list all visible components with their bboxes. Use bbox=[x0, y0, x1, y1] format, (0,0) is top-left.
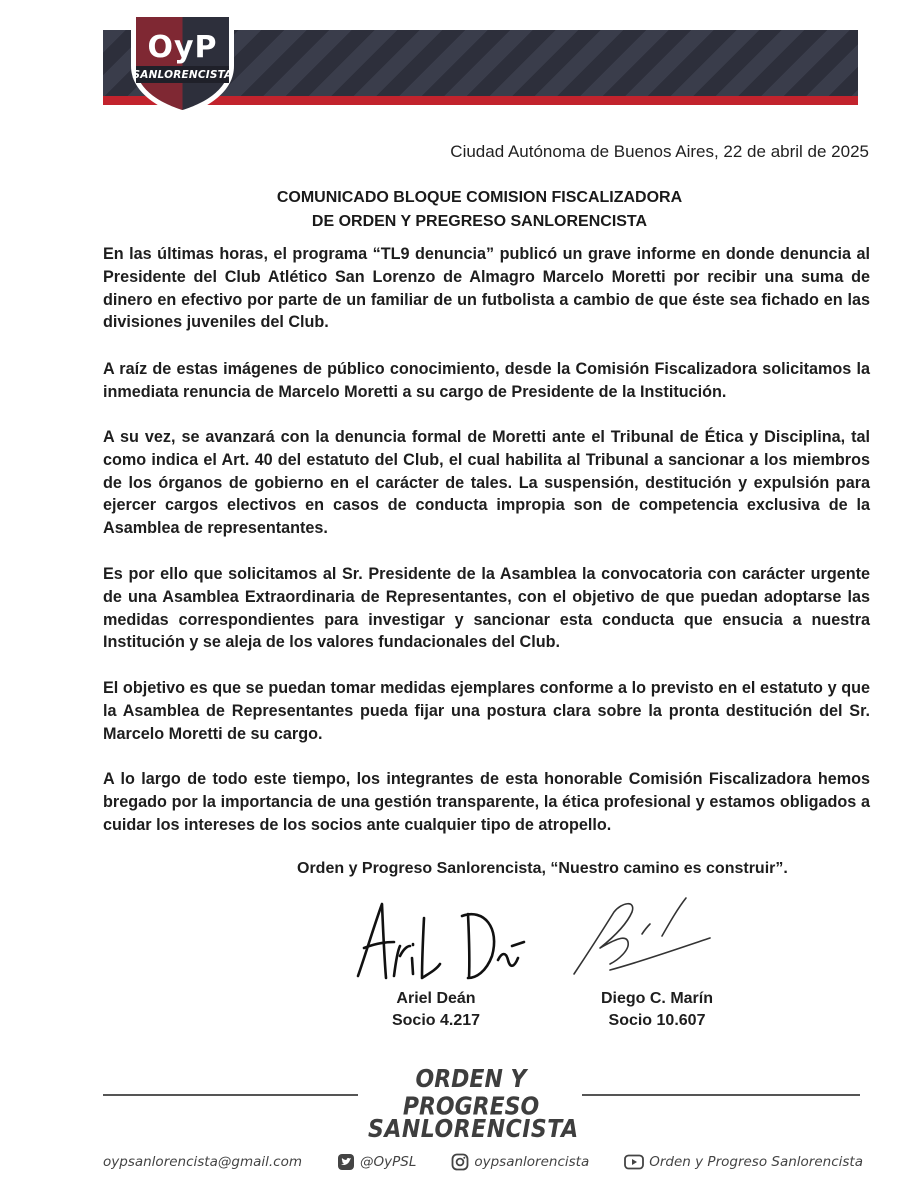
twitter-icon bbox=[337, 1153, 355, 1171]
paragraph-4: Es por ello que solicitamos al Sr. Presidente de la Asamblea la convocatoria con carácter urgente de una Asamblea Extraordinaria de Representantes, con el objetivo de que puedan adoptarse las medidas correspondientes para investigar y sancionar esta conducta que ensucia a nuestra Institución y se aleja de los valores fundacionales del Club. bbox=[103, 565, 870, 652]
signer-1-member: Socio 4.217 bbox=[391, 1012, 481, 1029]
signature-ariel-dean bbox=[352, 898, 532, 983]
paragraph-6: A lo largo de todo este tiempo, los integrantes de esta honorable Comisión Fiscalizadora hemos bregado por la importancia de una gestión transparente, la ética profesional y estamos obligados a cuidar los intereses de los socios ante cualquier tipo de atropello. bbox=[103, 770, 870, 834]
instagram-icon bbox=[451, 1153, 469, 1171]
youtube-channel[interactable]: Orden y Progreso Sanlorencista bbox=[649, 1154, 863, 1170]
contact-twitter[interactable] bbox=[337, 1153, 416, 1171]
closing-line: Orden y Progreso Sanlorencista, “Nuestro camino es construir”. bbox=[297, 860, 788, 877]
twitter-handle[interactable]: @OyPSL bbox=[360, 1154, 417, 1170]
title-line-1: COMUNICADO BLOQUE COMISION FISCALIZADORA bbox=[276, 189, 683, 206]
instagram-handle[interactable]: oypsanlorencista bbox=[474, 1154, 590, 1170]
footer-brand-line-1: ORDEN Y PROGRESO bbox=[402, 1065, 540, 1122]
paragraph-5: El objetivo es que se puedan tomar medidas ejemplares conforme a lo previsto en el estatuto y que la Asamblea de Representantes pueda fijar una postura clara sobre la pronta destitución del Sr. Marcelo Moretti de su cargo. bbox=[103, 679, 870, 743]
signature-diego-marin bbox=[570, 890, 730, 980]
paragraph-1: En las últimas horas, el programa “TL9 denuncia” publicó un grave informe en donde denuncia al Presidente del Club Atlético San Lorenzo de Almagro Marcelo Moretti por recibir una suma de dinero en efectivo por parte de un familiar de un futbolista a cambio de que éste sea fichado en las divisiones juveniles del Club. bbox=[103, 245, 870, 332]
contact-instagram[interactable] bbox=[451, 1153, 589, 1171]
footer-divider-right bbox=[582, 1094, 860, 1096]
footer-contacts bbox=[103, 1153, 863, 1171]
footer-brand bbox=[368, 1065, 579, 1144]
paragraph-3: A su vez, se avanzará con la denuncia formal de Moretti ante el Tribunal de Ética y Disciplina, tal como indica el Art. 40 del estatuto del Club, el cual habilita al Tribunal a sancionar a los miembros de los órganos de gobierno en el carácter de tales. La suspensión, destitución y expulsión para ejercer cargos electivos en casos de conducta impropia son de competencia exclusiva de la Asamblea de representantes. bbox=[103, 428, 870, 538]
signer-2-member: Socio 10.607 bbox=[608, 1012, 706, 1029]
paragraph-2: A raíz de estas imágenes de público conocimiento, desde la Comisión Fiscalizadora solicitamos la inmediata renuncia de Marcelo Moretti a su cargo de Presidente de la Institución. bbox=[103, 360, 870, 401]
signer-2-name: Diego C. Marín bbox=[600, 990, 713, 1007]
logo-text-bottom: SANLORENCISTA bbox=[132, 69, 233, 81]
youtube-icon bbox=[624, 1154, 644, 1170]
title-line-2: DE ORDEN Y PREGRESO SANLORENCISTA bbox=[311, 213, 648, 230]
footer-divider-left bbox=[103, 1094, 358, 1096]
footer-brand-line-2: SANLORENCISTA bbox=[368, 1115, 579, 1144]
document-title bbox=[0, 186, 919, 234]
document-date: Ciudad Autónoma de Buenos Aires, 22 de abril de 2025 bbox=[450, 142, 869, 161]
signer-1-name: Ariel Deán bbox=[396, 990, 476, 1007]
contact-email[interactable] bbox=[103, 1154, 302, 1170]
signer-2 bbox=[586, 988, 728, 1032]
signer-1 bbox=[370, 988, 502, 1032]
contact-youtube[interactable] bbox=[624, 1154, 863, 1170]
logo-text-top: OyP bbox=[147, 30, 218, 65]
email-text[interactable]: oypsanlorencista@gmail.com bbox=[103, 1154, 302, 1170]
